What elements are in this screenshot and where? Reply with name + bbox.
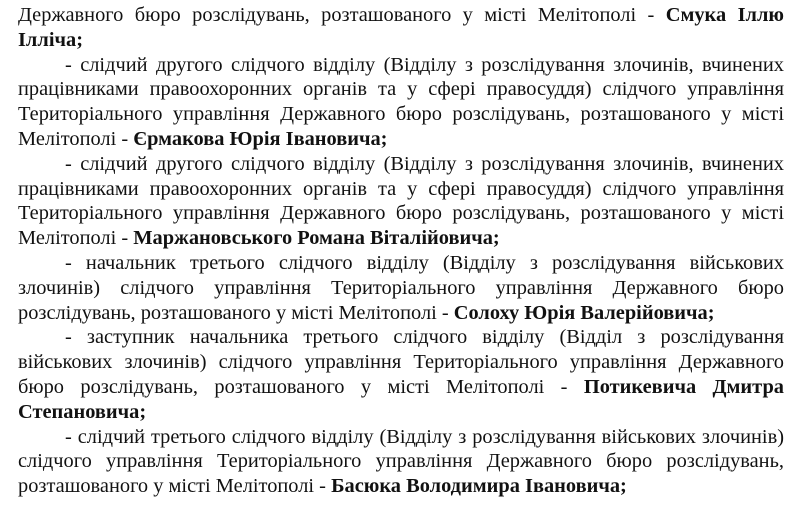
paragraph-text: - слідчий другого слідчого відділу (Відділу з розслідування злочинів, вчинених працівниками правоохоронних органів та у сфері правосуддя) слідчого управління Територіального управління Державного бюро розслідувань, розташованого у місті Мелітополі - xyxy=(18,152,784,250)
paragraph-marzhanovskyi xyxy=(18,152,784,251)
person-name: Басюка Володимира Івановича; xyxy=(331,475,627,498)
person-name: Солоху Юрія Валерійовича; xyxy=(453,301,715,324)
person-name: Єрмакова Юрія Івановича; xyxy=(133,127,388,150)
paragraph-yermakov xyxy=(18,53,784,152)
person-name: Потикевича Дмитра Степановича; xyxy=(18,375,784,423)
document-page xyxy=(18,3,784,499)
paragraph-basiuk xyxy=(18,425,784,499)
paragraph-text: - заступник начальника третього слідчого відділу (Відділ з розслідування військових злочинів) слідчого управління Територіального управління Державного бюро розслідувань, розташованого у місті Мелітополі - xyxy=(18,326,784,398)
person-name: Смука Іллю Ілліча; xyxy=(18,4,784,51)
paragraph-text: - начальник третього слідчого відділу (Відділу з розслідування військових злочинів) слідчого управління Територіального управління Державного бюро розслідувань, розташованого у місті Мелітополі - xyxy=(18,251,784,324)
paragraph-smuk xyxy=(18,3,784,53)
paragraph-text: - слідчий третього слідчого відділу (Відділу з розслідування військових злочинів) слідчого управління Територіального управління Державного бюро розслідувань, розташованого у місті Мелітополі - xyxy=(18,425,784,498)
paragraph-text: Державного бюро розслідувань, розташованого у місті Мелітополі - xyxy=(18,4,666,26)
paragraph-potykevych xyxy=(18,325,784,424)
paragraph-text: - слідчий другого слідчого відділу (Відділу з розслідування злочинів, вчинених працівниками правоохоронних органів та у сфері правосуддя) слідчого управління Територіального управління Державного бюро розслідувань, розташованого у місті Мелітополі - xyxy=(18,53,784,150)
person-name: Маржановського Романа Віталійовича; xyxy=(133,227,500,250)
paragraph-solokha xyxy=(18,251,784,325)
